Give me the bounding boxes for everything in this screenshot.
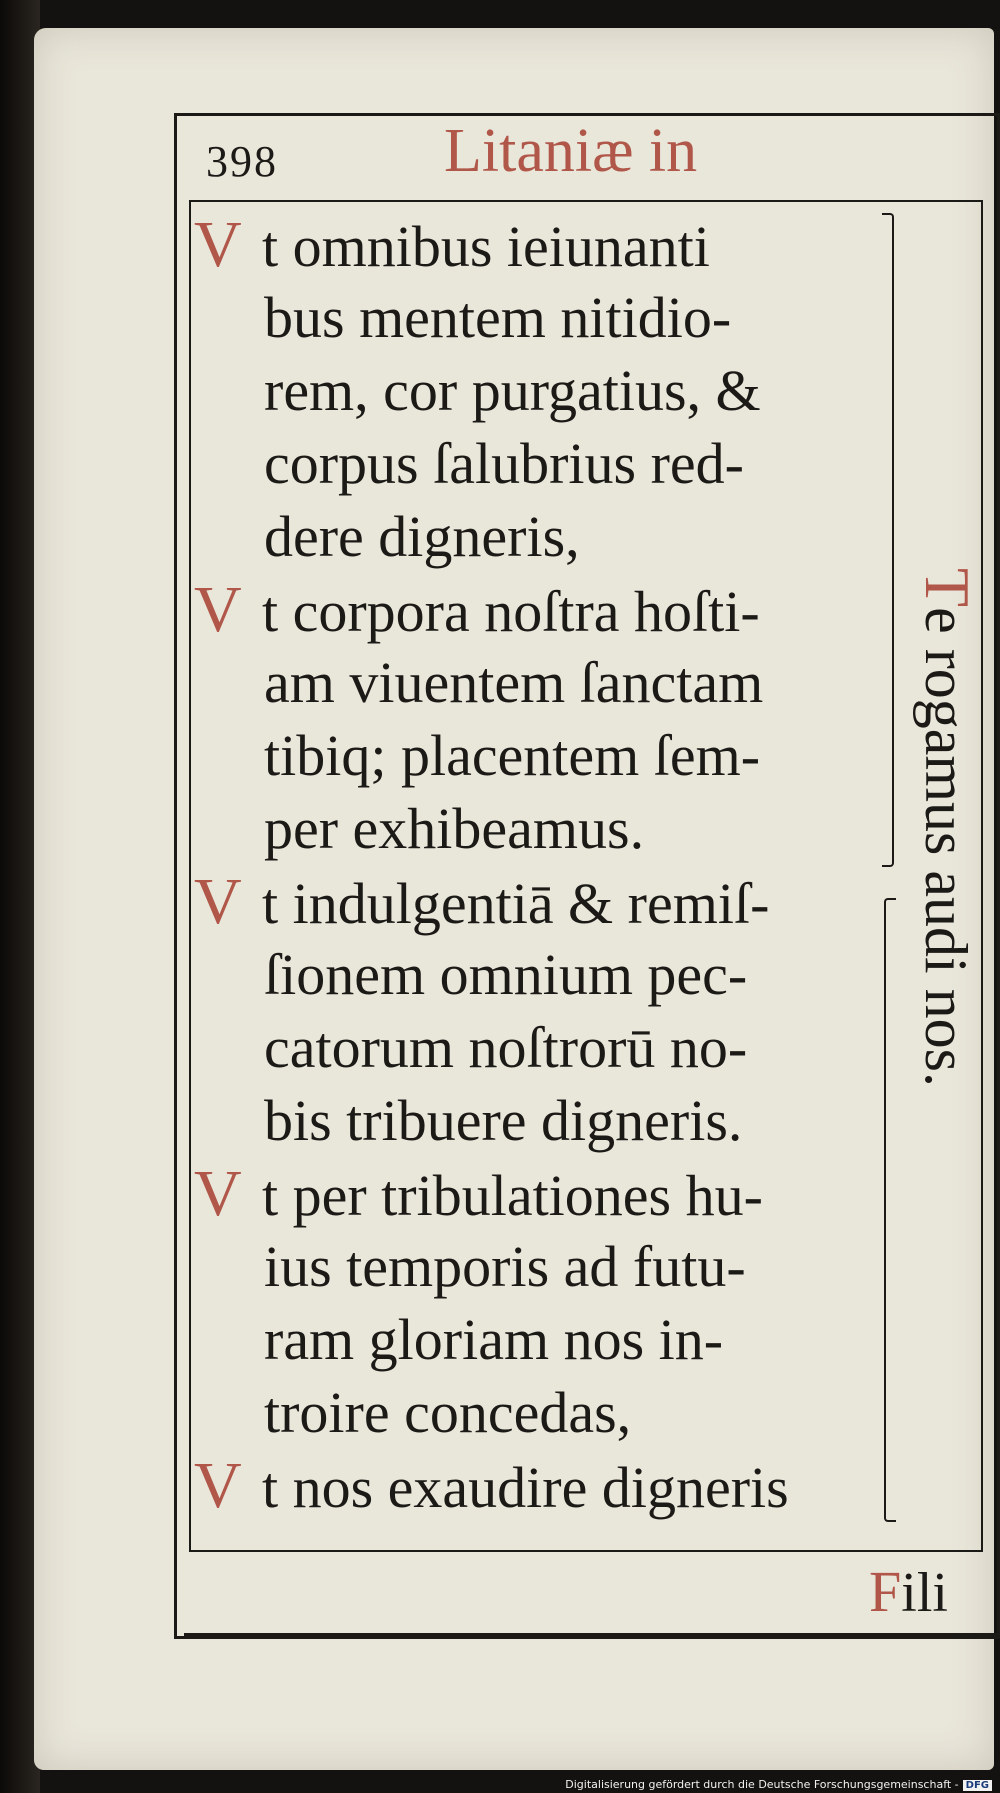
text-line [194,1011,894,1084]
text-line [194,354,894,427]
rubric-initial: V [194,208,242,281]
line-text: per exhibeamus. [264,796,645,861]
line-text: rem, cor purgatius, & [264,358,761,423]
text-line [194,646,894,719]
litany-text-block [194,208,894,1522]
text-line [194,500,894,573]
text-line [194,1230,894,1303]
line-text: corpus ſalubrius red- [264,431,744,496]
line-text: troire concedas, [264,1380,632,1445]
rubric-initial: V [194,1157,242,1230]
line-text: bus mentem nitidio- [264,285,732,350]
text-line [194,1084,894,1157]
page-number: 398 [206,137,278,186]
catchword [869,1558,948,1625]
response-text [910,568,984,1087]
dfg-logo: DFG [963,1780,992,1791]
text-line [194,1449,894,1522]
response-body: e rogamus audi nos. [913,607,979,1088]
line-text: catorum noſtrorū no- [264,1015,748,1080]
line-text: bis tribuere digneris. [264,1088,743,1153]
text-line [194,281,894,354]
book-page [34,28,994,1770]
bracket-upper [882,213,894,867]
line-text: ram gloriam nos in- [264,1307,724,1372]
rubric-initial: V [194,865,242,938]
text-line [194,208,894,281]
catchword-initial: F [869,1559,902,1624]
bottom-rule [184,1633,1000,1636]
credit-text: Digitalisierung gefördert durch die Deutsche Forschungsgemeinschaft - [565,1778,959,1791]
digitization-credit [565,1778,992,1791]
catchword-body: ili [901,1562,948,1624]
line-text: ſionem omnium pec- [264,942,748,1007]
text-line [194,1157,894,1230]
text-line [194,427,894,500]
text-line [194,719,894,792]
response-initial: T [912,568,983,608]
rubric-initial: V [194,1449,242,1522]
line-text: t indulgentiā & remiſ- [262,871,770,936]
text-line [194,1303,894,1376]
text-line [194,938,894,1011]
text-line [194,792,894,865]
bracket-lower [884,898,896,1522]
line-text: t per tribulationes hu- [262,1163,763,1228]
line-text: t nos exaudire digneris [262,1455,789,1520]
rubric-initial: V [194,573,242,646]
line-text: t omnibus ieiunanti [262,214,710,279]
text-line [194,573,894,646]
line-text: ius temporis ad futu- [264,1234,746,1299]
text-line [194,865,894,938]
text-line [194,1376,894,1449]
running-head: Litaniæ in [444,117,698,185]
line-text: t corpora noſtra hoſti- [262,579,760,644]
line-text: tibiq; placentem ſem- [264,723,761,788]
line-text: am viuentem ſanctam [264,650,764,715]
line-text: dere digneris, [264,504,580,569]
